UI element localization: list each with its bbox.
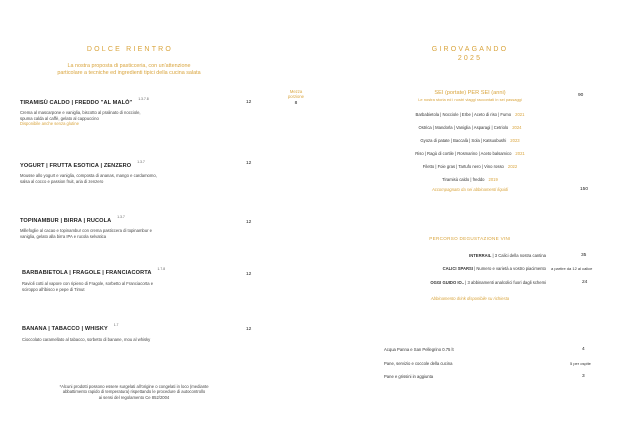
dish-item-topinambur bbox=[20, 215, 250, 239]
course-item: Gyoza di patate | Baccalà | Sola | Katsuobushi 2023 bbox=[420, 138, 520, 143]
dessert-intro bbox=[14, 63, 244, 77]
course-year: 2019 bbox=[488, 177, 498, 182]
dish-item-tiramisu bbox=[20, 97, 250, 127]
tasting-course-list bbox=[370, 112, 570, 190]
tasting-menu-price: 90 bbox=[578, 93, 584, 98]
dish-title: TOPINAMBUR | BIRRA | $RUCOLA^{1.3.7}$ bbox=[20, 215, 125, 224]
dish-item-barbabietola bbox=[22, 267, 252, 292]
course-year: 2021 bbox=[515, 151, 525, 156]
allergen-codes: 1.3.7 bbox=[137, 160, 145, 164]
dish-title: BANANA | TABACCO | $WHISKY^{1.7}$ bbox=[22, 323, 119, 332]
wine-tasting-title: PERCORSO DEGUSTAZIONE VINI bbox=[429, 236, 511, 241]
dish-item-banana bbox=[22, 323, 252, 343]
dish-item-yogurt bbox=[20, 160, 250, 184]
dessert-intro-line: particolare a tecniche ed ingredienti tipici della cucina salata bbox=[57, 70, 201, 76]
extra-item-price: 5 per ospite bbox=[570, 361, 591, 366]
wine-option-price: 35 bbox=[581, 253, 587, 258]
allergen-codes: 1.7 bbox=[113, 323, 119, 327]
allergen-codes: 1.3.7.8 bbox=[138, 97, 149, 101]
dessert-intro-line: La nostra proposta di pasticceria, con un'attenzione bbox=[67, 63, 191, 69]
tasting-menu-subtitle: Le nostra storia ed i nostri viaggi raccontati in sei passaggi bbox=[418, 97, 522, 102]
allergen-codes: 1.3.7 bbox=[117, 215, 125, 219]
dish-description: Crema al mascarpone e vaniglia, biscotto al pralinato di nocciole, spuma calda al caffè, gelato al cappuccino Disponibile anche senza glutine bbox=[20, 110, 250, 127]
dessert-section-title: DOLCE RIENTRO bbox=[86, 46, 174, 53]
tasting-menu-title: SEI (portate) PER SEI (anni) bbox=[434, 90, 506, 96]
course-item: Ostrica | Mandorla | Vaniglia | Asparagi | Cetriolo 2024 bbox=[418, 125, 522, 130]
dish-price: 12 bbox=[246, 272, 252, 277]
liquid-pairing-note: Accompagnato da sei abbinamenti liquidi bbox=[431, 187, 509, 192]
dish-price: 12 bbox=[246, 220, 252, 225]
wine-option-row: INTERRAIL | 3 Calici della nostra cantina bbox=[469, 253, 546, 258]
gluten-free-note: Disponibile anche senza glutine bbox=[20, 121, 79, 127]
extra-item-label: Pane e grissini in aggiunta bbox=[384, 374, 434, 379]
extra-item-label: Acqua Panna e San Pellegrino 0.75 lt bbox=[384, 347, 454, 352]
dish-price: 12 bbox=[246, 161, 252, 166]
dish-description: Millefoglie al cacao e topinambur con crema pasticcera di topinambur e vaniglia, gelato alla birra IPA e rucola selvatica bbox=[20, 228, 152, 239]
wine-option-row: CALICI SPARSI | Numero e varietà a vostro piacimento bbox=[442, 266, 546, 271]
tasting-section-title: GIROVAGANDO 2025 bbox=[431, 46, 509, 62]
course-item: Riso | Ragù di cortile | Rosmarino | Aceto balsamico 2021 bbox=[415, 151, 525, 156]
course-item: Barbabietola | Nocciole | Erbe | Aceto di riso | Fumo 2021 bbox=[415, 112, 525, 117]
wine-option-price: a partire da 12 al calice bbox=[551, 266, 593, 271]
course-year: 2021 bbox=[515, 112, 525, 117]
course-item: Tiramisù caldo | freddo 2019 bbox=[442, 177, 498, 182]
dish-description: Cioccolato caramellato al tabacco, sorbetto di banane, mou al whisky bbox=[22, 337, 151, 342]
liquid-pairing-price: 150 bbox=[580, 187, 589, 192]
half-portion-price: 8 bbox=[294, 101, 298, 106]
dish-title: BARBABIETOLA | FRAGOLE | $FRANCIACORTA^{1.7.8}$ bbox=[22, 267, 166, 276]
dish-description: Mousse allo yogurt e vaniglia, composta di ananas, mango e cardamomo, salsa al cocco e passion fruit, aria di zenzero bbox=[20, 173, 157, 184]
wine-option-price: 24 bbox=[582, 280, 588, 285]
half-portion-label: Mezza porzione bbox=[287, 89, 305, 99]
frozen-products-footnote: *Alcuni prodotti possono essere surgelati all'origine o congelati in loco (mediante abbattimento rapido di temperatura) rispettando le procedure di autocontrollo ai sensi del regolamento Ce 852/2004 bbox=[59, 384, 209, 400]
course-year: 2022 bbox=[507, 164, 518, 169]
drink-pairing-note: Abbinamento drink disponibile su richiesta bbox=[430, 296, 510, 301]
extra-item-price: 3 bbox=[582, 374, 585, 379]
course-year: 2023 bbox=[510, 138, 520, 143]
wine-option-row: OGGI GUIDO IO.. | 3 abbinamenti analcolici fuori dagli schemi bbox=[430, 280, 546, 285]
dish-title: YOGURT | FRUTTA ESOTICA | $ZENZERO^{1.3.7}$ bbox=[20, 160, 145, 169]
dish-title: TIRAMISÙ CALDO | FREDDO "AL MALÒ"$^{1.3.7.8}$ bbox=[20, 97, 149, 106]
extra-item-label: Pane, servizio e coccole della cucina bbox=[384, 361, 453, 366]
course-year: 2024 bbox=[512, 125, 522, 130]
dish-description: Ravioli cotti al vapore con ripieno di Fragole, sorbetto al Franciacorta e sciroppo all'ibisco e pepe di Timut bbox=[22, 281, 154, 292]
course-item: Filetto | Foie gras | Tartufo nero | Vino rosso 2022 bbox=[422, 164, 518, 169]
dish-price: 12 bbox=[246, 327, 252, 332]
allergen-codes: 1.7.8 bbox=[157, 267, 166, 271]
extra-item-price: 4 bbox=[582, 347, 585, 352]
dish-price: 12 bbox=[246, 100, 252, 105]
